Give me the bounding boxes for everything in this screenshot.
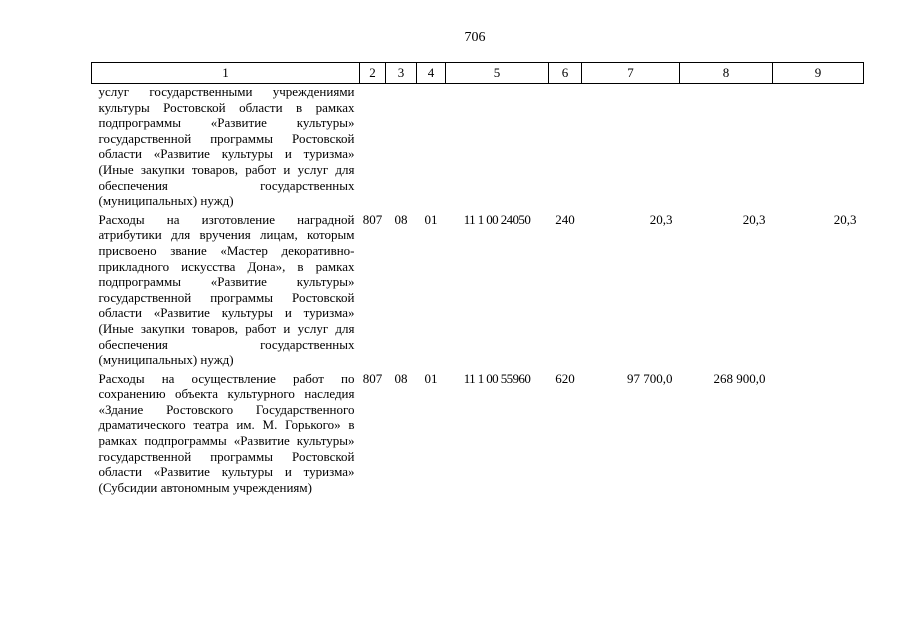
row-cell-6: 240 bbox=[555, 211, 575, 227]
row-description: услуг государственными учреждениями культуры Ростовской области в рамках подпрограммы «Развитие культуры» государственной программы Ростовской области «Развитие культуры и туризма» (Иные закупки товаров, работ и услуг для обеспечения государственных (муниципальных) нужд) bbox=[98, 84, 355, 209]
column-header-1: 1 bbox=[92, 63, 360, 84]
row-cell-9: 20,3 bbox=[833, 211, 857, 227]
row-cell-3 bbox=[386, 84, 417, 209]
header-row bbox=[92, 63, 864, 84]
column-header-2: 2 bbox=[360, 63, 386, 84]
column-header-3: 3 bbox=[386, 63, 417, 84]
row-cell-6 bbox=[549, 84, 582, 209]
row-cell-5 bbox=[446, 84, 549, 209]
row-cell-7: 97 700,0 bbox=[627, 370, 673, 386]
column-header-9: 9 bbox=[773, 63, 864, 84]
row-description: Расходы на изготовление наградной атрибутики для вручения лицам, которым присвоено звание «Мастер декоративно-прикладного искусства Дона», в рамках подпрограммы «Развитие культуры» государственной программы Ростовской области «Развитие культуры и туризма» (Иные закупки товаров, работ и услуг для обеспечения государственных (муниципальных) нужд) bbox=[98, 211, 355, 368]
table-row bbox=[92, 84, 864, 209]
budget-table bbox=[91, 62, 864, 495]
row-cell-9 bbox=[773, 84, 864, 209]
row-cell-4: 01 bbox=[424, 370, 438, 386]
column-header-4: 4 bbox=[417, 63, 446, 84]
row-cell-3: 08 bbox=[394, 370, 408, 386]
row-cell-4: 01 bbox=[424, 211, 438, 227]
row-cell-9 bbox=[773, 368, 864, 496]
row-description: Расходы на осуществление работ по сохранению объекта культурного наследия «Здание Ростовского Государственного драматического театра им. М. Горького» в рамках подпрограммы «Развитие культуры» государственной программы Ростовской области «Развитие культуры и туризма» (Субсидии автономным учреждениям) bbox=[98, 370, 355, 495]
row-cell-8: 20,3 bbox=[742, 211, 766, 227]
row-cell-8: 268 900,0 bbox=[713, 370, 766, 386]
row-cell-8 bbox=[680, 84, 773, 209]
column-header-7: 7 bbox=[582, 63, 680, 84]
row-cell-5: 11 1 00 24050 bbox=[463, 211, 531, 227]
row-cell-7: 20,3 bbox=[649, 211, 673, 227]
row-cell-2 bbox=[360, 84, 386, 209]
column-header-8: 8 bbox=[680, 63, 773, 84]
row-cell-5: 11 1 00 55960 bbox=[463, 370, 531, 386]
table-row bbox=[92, 368, 864, 496]
row-cell-2: 807 bbox=[362, 370, 383, 386]
table-row bbox=[92, 209, 864, 368]
row-cell-6: 620 bbox=[555, 370, 575, 386]
row-cell-7 bbox=[582, 84, 680, 209]
row-cell-3: 08 bbox=[394, 211, 408, 227]
row-cell-2: 807 bbox=[362, 211, 383, 227]
row-cell-4 bbox=[417, 84, 446, 209]
page-number: 706 bbox=[464, 30, 486, 45]
column-header-6: 6 bbox=[549, 63, 582, 84]
column-header-5: 5 bbox=[446, 63, 549, 84]
